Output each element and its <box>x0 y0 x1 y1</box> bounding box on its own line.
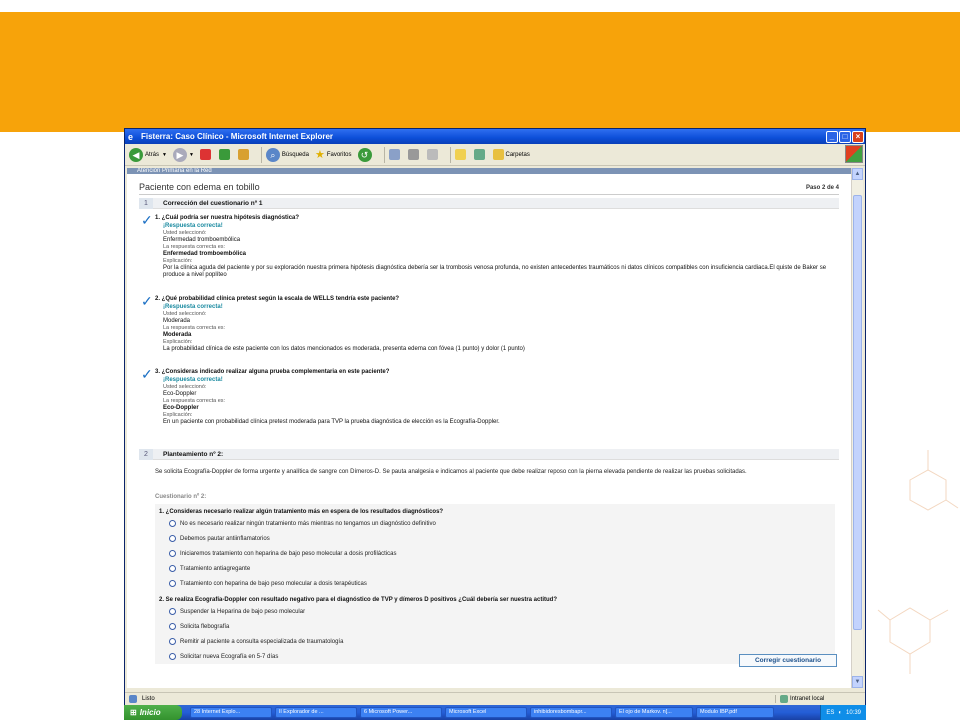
scroll-thumb[interactable] <box>853 195 862 630</box>
explanation-text: Por la clínica aguda del paciente y por su exploración nuestra primera hipótesis diagnóstica debería ser la trombosis venosa profunda, no existen antecedentes traumáticos ni datos clínicos compatibles con insuficiencia cardiaca.El quiste de Baker se produce a nivel poplíteo <box>163 265 827 278</box>
step-indicator: Paso 2 de 4 <box>805 185 839 191</box>
scroll-down-icon[interactable]: ▼ <box>852 676 863 688</box>
option-label: Suspender la Heparina de bajo peso molecular <box>180 608 306 615</box>
option-label: Iniciaremos tratamiento con heparina de bajo peso molecular a dosis profilácticas <box>180 550 397 557</box>
quiz-option[interactable] <box>169 535 270 542</box>
selected-answer: Moderada <box>163 318 191 324</box>
edit-icon <box>427 149 438 160</box>
quiz-option[interactable] <box>169 653 278 660</box>
forward-arrow-icon: ▶ <box>173 148 187 162</box>
edit-button[interactable] <box>427 149 440 160</box>
option-label: Remitir al paciente a consulta especializada de traumatología <box>180 638 344 645</box>
question-text: 1. ¿Cuál podría ser nuestra hipótesis diagnóstica? <box>155 215 300 221</box>
radio-button[interactable] <box>169 565 176 572</box>
windows-flag-icon: ⊞ <box>130 708 137 717</box>
ie-toolbar <box>125 144 865 166</box>
question-text: 2. ¿Qué probabilidad clínica pretest según la escala de WELLS tendría este paciente? <box>155 296 400 302</box>
taskbar <box>124 705 866 720</box>
toolbar-separator <box>384 147 385 163</box>
corregir-cuestionario-button[interactable]: Corregir cuestionario <box>739 654 837 667</box>
chevron-down-icon: ▼ <box>162 151 167 158</box>
checkmark-icon: ✓ <box>141 212 153 228</box>
security-zone <box>775 695 865 703</box>
checkmark-icon: ✓ <box>141 366 153 382</box>
page-title: Paciente con edema en tobillo <box>139 182 260 192</box>
zone-label: Intranet local <box>790 696 825 702</box>
radio-button[interactable] <box>169 638 176 645</box>
section-label: Corrección del cuestionario nº 1 <box>163 200 263 207</box>
back-arrow-icon: ◀ <box>129 148 143 162</box>
explanation-label: Explicación: <box>163 258 193 264</box>
quiz-option[interactable] <box>169 608 305 615</box>
selected-answer: Eco-Doppler <box>163 391 197 397</box>
ie-window <box>124 128 866 706</box>
toolbar-separator <box>450 147 451 163</box>
radio-button[interactable] <box>169 653 176 660</box>
checkmark-icon: ✓ <box>141 293 153 309</box>
clock: 10:39 <box>845 709 861 716</box>
network-icon: ◐ <box>838 709 842 716</box>
taskbar-item-pdf-2[interactable]: El ojo de Markov. n[... <box>615 707 693 718</box>
minimize-button[interactable]: _ <box>826 131 838 143</box>
section-number: 1 <box>139 198 153 209</box>
explanation-label: Explicación: <box>163 412 193 418</box>
search-icon: ⌕ <box>266 148 280 162</box>
section-label: Planteamiento nº 2: <box>163 451 224 458</box>
question-body <box>163 223 833 279</box>
quiz-option[interactable] <box>169 565 250 572</box>
mail-icon <box>389 149 400 160</box>
section-number: 2 <box>139 449 153 460</box>
explanation-text: En un paciente con probabilidad clínica pretest moderada para TVP la prueba diagnóstica de elección es la Ecografía-Doppler. <box>163 419 500 425</box>
history-button[interactable] <box>358 148 374 162</box>
print-button[interactable] <box>408 149 421 160</box>
refresh-button[interactable] <box>219 149 232 160</box>
taskbar-item-pdf-1[interactable]: inhibidoresbombapr... <box>530 707 612 718</box>
correct-label: La respuesta correcta es: <box>163 325 226 331</box>
planteamiento-text: Se solicita Ecografía-Doppler de forma urgente y analítica de sangre con Dímeros-D. Se pauta analgesia e indicamos al paciente que debe realizar reposo con la pierna elevada pendiente de realizar las pruebas solicitadas. <box>155 469 747 475</box>
correction-question-3 <box>141 366 831 435</box>
option-label: Tratamiento antiagregante <box>180 565 251 572</box>
selected-label: Usted seleccionó: <box>163 311 207 317</box>
search-button[interactable] <box>266 148 309 162</box>
folders-label: Carpetas <box>505 151 530 158</box>
quiz-option[interactable] <box>169 550 396 557</box>
quiz-option[interactable] <box>169 520 436 527</box>
orange-banner <box>0 12 960 132</box>
folder-icon <box>493 149 504 160</box>
status-bar <box>125 692 865 705</box>
stop-icon <box>200 149 211 160</box>
vertical-scrollbar[interactable] <box>851 168 863 688</box>
quiz-option[interactable] <box>169 623 229 630</box>
correct-label: La respuesta correcta es: <box>163 244 226 250</box>
correct-answer: Moderada <box>163 332 192 338</box>
question-text: 3. ¿Consideras indicado realizar alguna prueba complementaria en este paciente? <box>155 369 390 375</box>
forward-button[interactable] <box>173 148 194 162</box>
explanation-text: La probabilidad clínica de este paciente con los datos mencionados es moderada, presenta edema con fóvea (1 punto) y dolor (1 punto) <box>163 346 525 352</box>
radio-button[interactable] <box>169 520 176 527</box>
close-button[interactable]: × <box>852 131 864 143</box>
note-icon <box>455 149 466 160</box>
cuestionario-label: Cuestionario nº 2: <box>155 494 207 500</box>
star-icon: ★ <box>314 149 325 161</box>
language-indicator[interactable]: ES <box>826 709 835 716</box>
option-label: No es necesario realizar ningún tratamiento más mientras no tengamos un diagnóstico definitivo <box>180 520 436 527</box>
home-icon <box>238 149 249 160</box>
quiz-option[interactable] <box>169 638 343 645</box>
radio-button[interactable] <box>169 623 176 630</box>
system-tray <box>820 705 866 720</box>
divider <box>139 194 839 195</box>
correct-label: La respuesta correcta es: <box>163 398 226 404</box>
messenger-icon <box>474 149 485 160</box>
option-label: Solicitar nueva Ecografía en 5-7 días <box>180 653 279 660</box>
selected-label: Usted seleccionó: <box>163 230 207 236</box>
stop-button[interactable] <box>200 149 213 160</box>
taskbar-item-explorer[interactable]: Il Explorador de ... <box>275 707 357 718</box>
option-label: Debemos pautar antiinflamatorios <box>180 535 270 542</box>
correct-answer: Eco-Doppler <box>163 405 199 411</box>
back-button[interactable] <box>129 148 167 162</box>
page-content <box>127 168 853 688</box>
correct-answer: Enfermedad tromboembólica <box>163 251 247 257</box>
section-2-header <box>139 449 839 460</box>
toolbar-separator <box>261 147 262 163</box>
option-label: Tratamiento con heparina de bajo peso molecular a dosis terapéuticas <box>180 580 367 587</box>
selected-label: Usted seleccionó: <box>163 384 207 390</box>
back-label: Atrás <box>145 151 160 158</box>
refresh-icon <box>219 149 230 160</box>
home-button[interactable] <box>238 149 251 160</box>
site-header: Atención Primaria en la Red <box>127 168 853 174</box>
messenger-button[interactable] <box>474 149 487 160</box>
favorites-label: Favoritos <box>326 151 352 158</box>
taskbar-item-pdf-3[interactable]: Modulo IBP.pdf <box>696 707 774 718</box>
chevron-down-icon: ▼ <box>188 151 194 158</box>
radio-button[interactable] <box>169 535 176 542</box>
notes-button[interactable] <box>455 149 468 160</box>
page-icon <box>129 695 137 703</box>
start-button[interactable] <box>124 705 182 720</box>
quiz-option[interactable] <box>169 580 367 587</box>
result-text: ¡Respuesta correcta! <box>163 304 223 310</box>
favorites-button[interactable] <box>315 148 352 161</box>
result-text: ¡Respuesta correcta! <box>163 377 223 383</box>
chemical-structure-decoration <box>870 420 960 700</box>
search-label: Búsqueda <box>281 151 309 158</box>
window-title: Fisterra: Caso Clínico - Microsoft Internet Explorer <box>141 132 334 141</box>
correction-question-1 <box>141 212 831 289</box>
radio-button[interactable] <box>169 580 176 587</box>
ie-logo-icon: e <box>128 131 134 142</box>
correction-question-2 <box>141 293 831 362</box>
intranet-icon <box>780 695 788 703</box>
explanation-label: Explicación: <box>163 339 193 345</box>
mail-button[interactable] <box>389 149 402 160</box>
history-icon: ↺ <box>358 148 372 162</box>
taskbar-item-powerpoint[interactable]: 6 Microsoft Power... <box>360 707 442 718</box>
start-label: Inicio <box>139 708 161 717</box>
question-body <box>163 304 833 353</box>
maximize-button[interactable]: □ <box>839 131 851 143</box>
quiz-question-2: 2. Se realiza Ecografía-Doppler con resultado negativo para el diagnóstico de TVP y dímeros D positivos ¿Cuál debería ser nuestra actitud? <box>159 597 557 603</box>
section-1-header <box>139 198 839 209</box>
radio-button[interactable] <box>169 608 176 615</box>
radio-button[interactable] <box>169 550 176 557</box>
question-body <box>163 377 833 426</box>
quiz-question-1: 1. ¿Consideras necesario realizar algún tratamiento más en espera de los resultados diagnósticos? <box>159 509 444 515</box>
scroll-up-icon[interactable]: ▲ <box>852 168 863 180</box>
folders-button[interactable] <box>493 149 530 160</box>
title-bar <box>125 129 865 144</box>
status-text: Listo <box>142 696 155 702</box>
taskbar-item-internet-explorer[interactable]: 28 Internet Explo... <box>190 707 272 718</box>
option-label: Solicita flebografía <box>180 623 230 630</box>
result-text: ¡Respuesta correcta! <box>163 223 223 229</box>
taskbar-item-excel[interactable]: Microsoft Excel <box>445 707 527 718</box>
selected-answer: Enfermedad tromboembólica <box>163 237 241 243</box>
print-icon <box>408 149 419 160</box>
windows-logo-icon <box>845 145 863 163</box>
